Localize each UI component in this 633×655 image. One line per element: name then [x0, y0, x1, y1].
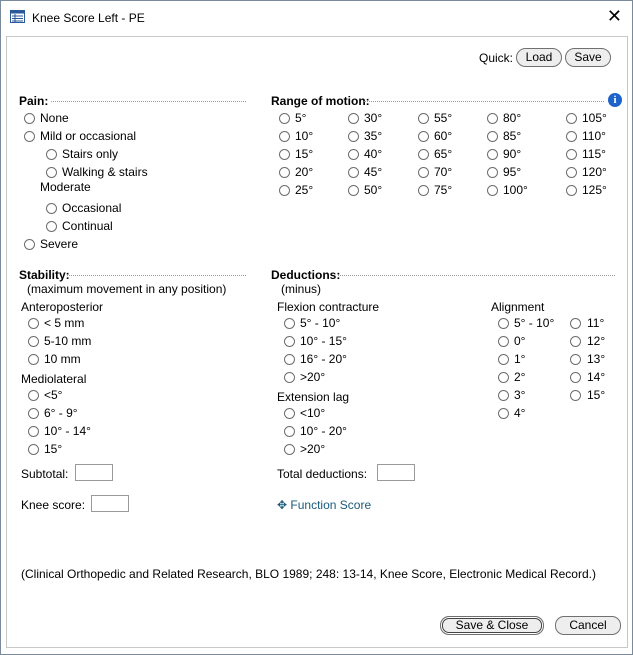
ml-option-0-radio[interactable]: [28, 390, 39, 401]
rom-option-20-radio[interactable]: [566, 113, 577, 124]
rom-option-17-label: 90°: [503, 147, 522, 161]
pain-option-3-radio[interactable]: [46, 167, 57, 178]
rom-option-9-label: 50°: [364, 183, 383, 197]
align-a-option-4-label: 3°: [514, 388, 526, 402]
quick-label: Quick:: [479, 51, 514, 65]
rom-option-1-label: 10°: [295, 129, 314, 143]
align-a-option-1-radio[interactable]: [498, 336, 509, 347]
rom-option-12-label: 65°: [434, 147, 453, 161]
rom-option-22-label: 115°: [582, 147, 606, 161]
rom-option-4-radio[interactable]: [279, 185, 290, 196]
total-deductions-label: Total deductions:: [277, 467, 368, 481]
rom-option-16-radio[interactable]: [487, 131, 498, 142]
align-b-option-0-label: 11°: [587, 316, 605, 330]
pain-option-3-label: Walking & stairs: [62, 165, 148, 179]
pain-option-2-radio[interactable]: [46, 149, 57, 160]
flex-option-1-radio[interactable]: [284, 336, 295, 347]
align-b-option-2-label: 13°: [587, 352, 606, 366]
rom-option-24-radio[interactable]: [566, 185, 577, 196]
ext-option-0-radio[interactable]: [284, 408, 295, 419]
rom-option-2-radio[interactable]: [279, 149, 290, 160]
rom-option-13-radio[interactable]: [418, 167, 429, 178]
align-a-option-2-label: 1°: [514, 352, 526, 366]
flex-option-3-label: >20°: [300, 370, 326, 384]
form-icon: [10, 10, 25, 23]
pain-option-1-label: Mild or occasional: [40, 129, 137, 143]
rom-option-11-label: 60°: [434, 129, 453, 143]
align-b-option-4-radio[interactable]: [570, 390, 581, 401]
align-b-option-1-radio[interactable]: [570, 336, 581, 347]
rom-option-6-radio[interactable]: [348, 131, 359, 142]
rom-option-5-label: 30°: [364, 111, 383, 125]
pain-option-0-radio[interactable]: [24, 113, 35, 124]
rom-option-10-radio[interactable]: [418, 113, 429, 124]
ext-option-2-radio[interactable]: [284, 444, 295, 455]
form-body: [6, 36, 628, 648]
align-a-option-5-radio[interactable]: [498, 408, 509, 419]
rom-option-15-label: 80°: [503, 111, 522, 125]
align-b-option-1-label: 12°: [587, 334, 606, 348]
rom-option-24-label: 125°: [582, 183, 607, 197]
align-a-option-0-label: 5° - 10°: [514, 316, 555, 330]
rom-option-9-radio[interactable]: [348, 185, 359, 196]
extension-lag-label: Extension lag: [277, 390, 350, 404]
pain-option-7-label: Severe: [40, 237, 79, 251]
pain-option-6-radio[interactable]: [46, 221, 57, 232]
mediolateral-label: Mediolateral: [21, 372, 87, 386]
subtotal-label: Subtotal:: [21, 467, 69, 481]
pain-option-2-label: Stairs only: [62, 147, 119, 161]
pain-option-7-radio[interactable]: [24, 239, 35, 250]
align-a-option-2-radio[interactable]: [498, 354, 509, 365]
ap-option-2-radio[interactable]: [28, 354, 39, 365]
stability-subheader: (maximum movement in any position): [27, 282, 227, 296]
rom-option-21-label: 110°: [582, 129, 606, 143]
flexion-contracture-label: Flexion contracture: [277, 300, 380, 314]
rom-option-15-radio[interactable]: [487, 113, 498, 124]
citation: (Clinical Orthopedic and Related Research, BLO 1989; 248: 13-14, Knee Score, Electronic Medical Record.): [21, 567, 596, 581]
ml-option-1-label: 6° - 9°: [44, 406, 78, 420]
total-deductions-field[interactable]: [377, 464, 415, 481]
ap-option-1-radio[interactable]: [28, 336, 39, 347]
ml-option-2-label: 10° - 14°: [44, 424, 91, 438]
rom-option-7-radio[interactable]: [348, 149, 359, 160]
info-icon[interactable]: i: [608, 93, 622, 107]
rom-option-11-radio[interactable]: [418, 131, 429, 142]
cancel-button[interactable]: Cancel: [555, 616, 621, 635]
rom-option-22-radio[interactable]: [566, 149, 577, 160]
align-b-option-3-radio[interactable]: [570, 372, 581, 383]
align-a-option-0-radio[interactable]: [498, 318, 509, 329]
ap-option-0-radio[interactable]: [28, 318, 39, 329]
rom-option-19-radio[interactable]: [487, 185, 498, 196]
rom-option-1-radio[interactable]: [279, 131, 290, 142]
stability-header: Stability:: [19, 268, 70, 282]
function-score-label: Function Score: [290, 498, 372, 512]
quick-save-button[interactable]: Save: [565, 48, 611, 67]
ml-option-2-radio[interactable]: [28, 426, 39, 437]
align-a-option-3-label: 2°: [514, 370, 526, 384]
rom-option-16-label: 85°: [503, 129, 522, 143]
align-b-option-4-label: 15°: [587, 388, 606, 402]
deductions-header: Deductions:: [271, 268, 341, 282]
deductions-subheader: (minus): [281, 282, 322, 296]
flex-option-1-label: 10° - 15°: [300, 334, 347, 348]
rom-option-4-label: 25°: [295, 183, 314, 197]
rom-header: Range of motion:: [271, 94, 370, 108]
rom-option-3-radio[interactable]: [279, 167, 290, 178]
title-bar: [1, 1, 632, 33]
rom-option-10-label: 55°: [434, 111, 453, 125]
rom-option-19-label: 100°: [503, 183, 528, 197]
rom-option-23-radio[interactable]: [566, 167, 577, 178]
rom-option-5-radio[interactable]: [348, 113, 359, 124]
flex-option-2-radio[interactable]: [284, 354, 295, 365]
rom-option-23-label: 120°: [582, 165, 607, 179]
stability-divider: [67, 275, 246, 276]
align-b-option-2-radio[interactable]: [570, 354, 581, 365]
rom-option-12-radio[interactable]: [418, 149, 429, 160]
pain-header: Pain:: [19, 94, 49, 108]
rom-option-14-label: 75°: [434, 183, 453, 197]
rom-divider: [364, 101, 604, 102]
pain-option-0-label: None: [40, 111, 69, 125]
rom-option-0-radio[interactable]: [279, 113, 290, 124]
pain-option-5-label: Occasional: [62, 201, 122, 215]
rom-option-2-label: 15°: [295, 147, 314, 161]
alignment-label: Alignment: [491, 300, 545, 314]
pain-option-4-label: Moderate: [40, 180, 91, 194]
align-a-option-4-radio[interactable]: [498, 390, 509, 401]
rom-option-3-label: 20°: [295, 165, 314, 179]
rom-option-7-label: 40°: [364, 147, 383, 161]
deductions-divider: [338, 275, 615, 276]
quick-load-button[interactable]: Load: [516, 48, 562, 67]
pain-option-5-radio[interactable]: [46, 203, 57, 214]
align-a-option-3-radio[interactable]: [498, 372, 509, 383]
rom-option-13-label: 70°: [434, 165, 453, 179]
ext-option-1-label: 10° - 20°: [300, 424, 347, 438]
save-close-button[interactable]: Save & Close: [440, 616, 544, 635]
ml-option-0-label: <5°: [44, 388, 63, 402]
ext-option-2-label: >20°: [300, 442, 326, 456]
rom-option-8-radio[interactable]: [348, 167, 359, 178]
ml-option-1-radio[interactable]: [28, 408, 39, 419]
rom-option-20-label: 105°: [582, 111, 607, 125]
rom-option-6-label: 35°: [364, 129, 383, 143]
ml-option-3-label: 15°: [44, 442, 63, 456]
pain-option-1-radio[interactable]: [24, 131, 35, 142]
ml-option-3-radio[interactable]: [28, 444, 39, 455]
rom-option-18-radio[interactable]: [487, 167, 498, 178]
pain-divider: [51, 101, 246, 102]
window-title: Knee Score Left - PE: [32, 11, 145, 25]
anteroposterior-label: Anteroposterior: [21, 300, 104, 314]
close-icon[interactable]: ✕: [606, 6, 622, 26]
subtotal-field[interactable]: [75, 464, 113, 481]
knee-score-field[interactable]: [91, 495, 129, 512]
flex-option-3-radio[interactable]: [284, 372, 295, 383]
knee-score-label: Knee score:: [21, 498, 86, 512]
rom-option-18-label: 95°: [503, 165, 522, 179]
ap-option-0-label: < 5 mm: [44, 316, 85, 330]
rom-option-21-radio[interactable]: [566, 131, 577, 142]
function-score-link[interactable]: [277, 498, 371, 512]
ap-option-1-label: 5-10 mm: [44, 334, 92, 348]
align-a-option-1-label: 0°: [514, 334, 526, 348]
rom-option-17-radio[interactable]: [487, 149, 498, 160]
flex-option-2-label: 16° - 20°: [300, 352, 347, 366]
rom-option-0-label: 5°: [295, 111, 307, 125]
pain-option-6-label: Continual: [62, 219, 113, 233]
flex-option-0-radio[interactable]: [284, 318, 295, 329]
align-a-option-5-label: 4°: [514, 406, 526, 420]
rom-option-14-radio[interactable]: [418, 185, 429, 196]
flex-option-0-label: 5° - 10°: [300, 316, 341, 330]
ext-option-0-label: <10°: [300, 406, 326, 420]
move-icon: ✥: [277, 498, 288, 512]
ap-option-2-label: 10 mm: [44, 352, 81, 366]
ext-option-1-radio[interactable]: [284, 426, 295, 437]
rom-option-8-label: 45°: [364, 165, 383, 179]
align-b-option-3-label: 14°: [587, 370, 606, 384]
align-b-option-0-radio[interactable]: [570, 318, 581, 329]
